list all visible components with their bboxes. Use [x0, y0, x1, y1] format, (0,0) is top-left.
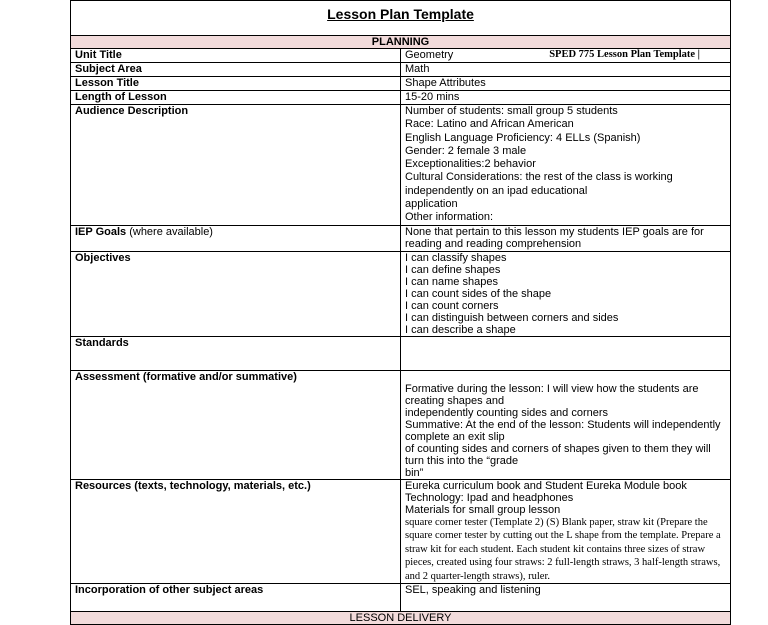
audience-value [401, 105, 731, 226]
assessment-line: Formative during the lesson: I will view how the students are creating shapes and [405, 382, 699, 407]
audience-line: Gender: 2 female 3 male [405, 144, 527, 157]
lesson-title-value: Shape Attributes [401, 77, 731, 91]
subject-area-value: Math [401, 63, 731, 77]
row-incorporation [71, 584, 731, 612]
objective-item: I can distinguish between corners and sides [405, 311, 619, 324]
resource-line: Materials for small group lesson [405, 503, 561, 516]
objectives-label: Objectives [71, 251, 401, 336]
row-unit-title [71, 49, 731, 63]
audience-label: Audience Description [71, 105, 401, 226]
objective-item: I can define shapes [405, 263, 501, 276]
title-box [70, 0, 731, 35]
assessment-line: bin” [405, 466, 424, 479]
assessment-label: Assessment (formative and/or summative) [71, 370, 401, 479]
subject-area-label: Subject Area [71, 63, 401, 77]
planning-header: PLANNING [71, 36, 731, 49]
resource-line: Eureka curriculum book and Student Eureka Module book [405, 479, 687, 492]
row-iep-goals [71, 225, 731, 251]
sped-note: SPED 775 Lesson Plan Template | [549, 49, 700, 60]
row-objectives [71, 251, 731, 336]
planning-band-row [71, 36, 731, 49]
audience-line: Other information: [405, 211, 494, 224]
audience-line: Number of students: small group 5 students [405, 105, 618, 117]
objective-item: I can count sides of the shape [405, 287, 552, 300]
standards-value [401, 336, 731, 370]
audience-line: Cultural Considerations: the rest of the class is working independently on an ipad educational [405, 171, 673, 197]
assessment-line: Summative: At the end of the lesson: Students will independently complete an exit slip [405, 418, 721, 443]
row-resources [71, 479, 731, 584]
audience-line: English Language Proficiency: 4 ELLs (Spanish) [405, 131, 641, 144]
objective-item: I can describe a shape [405, 323, 516, 336]
iep-value: None that pertain to this lesson my students IEP goals are for reading and reading comprehension [401, 225, 731, 251]
objective-item: I can classify shapes [405, 251, 507, 264]
lesson-title-label: Lesson Title [71, 77, 401, 91]
row-lesson-title [71, 77, 731, 91]
length-value: 15-20 mins [401, 91, 731, 105]
resources-label: Resources (texts, technology, materials, etc.) [71, 479, 401, 584]
iep-label-rest: (where available) [126, 225, 213, 238]
lesson-plan-table [70, 35, 731, 625]
standards-label: Standards [71, 336, 401, 370]
iep-label [71, 225, 401, 251]
incorporation-value: SEL, speaking and listening [401, 584, 731, 612]
row-standards [71, 336, 731, 370]
delivery-band-row [71, 612, 731, 625]
audience-line: application [405, 198, 458, 211]
objectives-value [401, 251, 731, 336]
assessment-value [401, 370, 731, 479]
resource-line: Technology: Ipad and headphones [405, 491, 574, 504]
lesson-delivery-header: LESSON DELIVERY [71, 612, 731, 625]
resource-detail: square corner tester (Template 2) (S) Blank paper, straw kit (Prepare the square corner tester by cutting out the L shape from the template. Prepare a straw kit for each student. Each student kit contains three sizes of straw pieces, created using four straws: 2 full-length straws, 3 half-length straws, and 2 quarter-length straws), ruler. [405, 516, 721, 582]
row-assessment [71, 370, 731, 479]
assessment-line: of counting sides and corners of shapes given to them they will turn this into the “grade [405, 442, 711, 467]
iep-label-bold: IEP Goals [75, 225, 127, 238]
incorporation-label: Incorporation of other subject areas [71, 584, 401, 612]
objective-item: I can name shapes [405, 275, 498, 288]
unit-title-cell [401, 49, 731, 63]
row-length [71, 91, 731, 105]
audience-line: Race: Latino and African American [405, 118, 574, 131]
assessment-line: independently counting sides and corners [405, 406, 609, 419]
audience-line: Exceptionalities:2 behavior [405, 158, 536, 171]
lesson-plan-sheet [70, 0, 731, 625]
document-title: Lesson Plan Template [327, 6, 474, 22]
row-audience [71, 105, 731, 226]
unit-title-value: Geometry [405, 49, 454, 61]
row-subject-area [71, 63, 731, 77]
length-label: Length of Lesson [71, 91, 401, 105]
unit-title-label: Unit Title [71, 49, 401, 63]
objective-item: I can count corners [405, 299, 499, 312]
resources-value [401, 479, 731, 584]
